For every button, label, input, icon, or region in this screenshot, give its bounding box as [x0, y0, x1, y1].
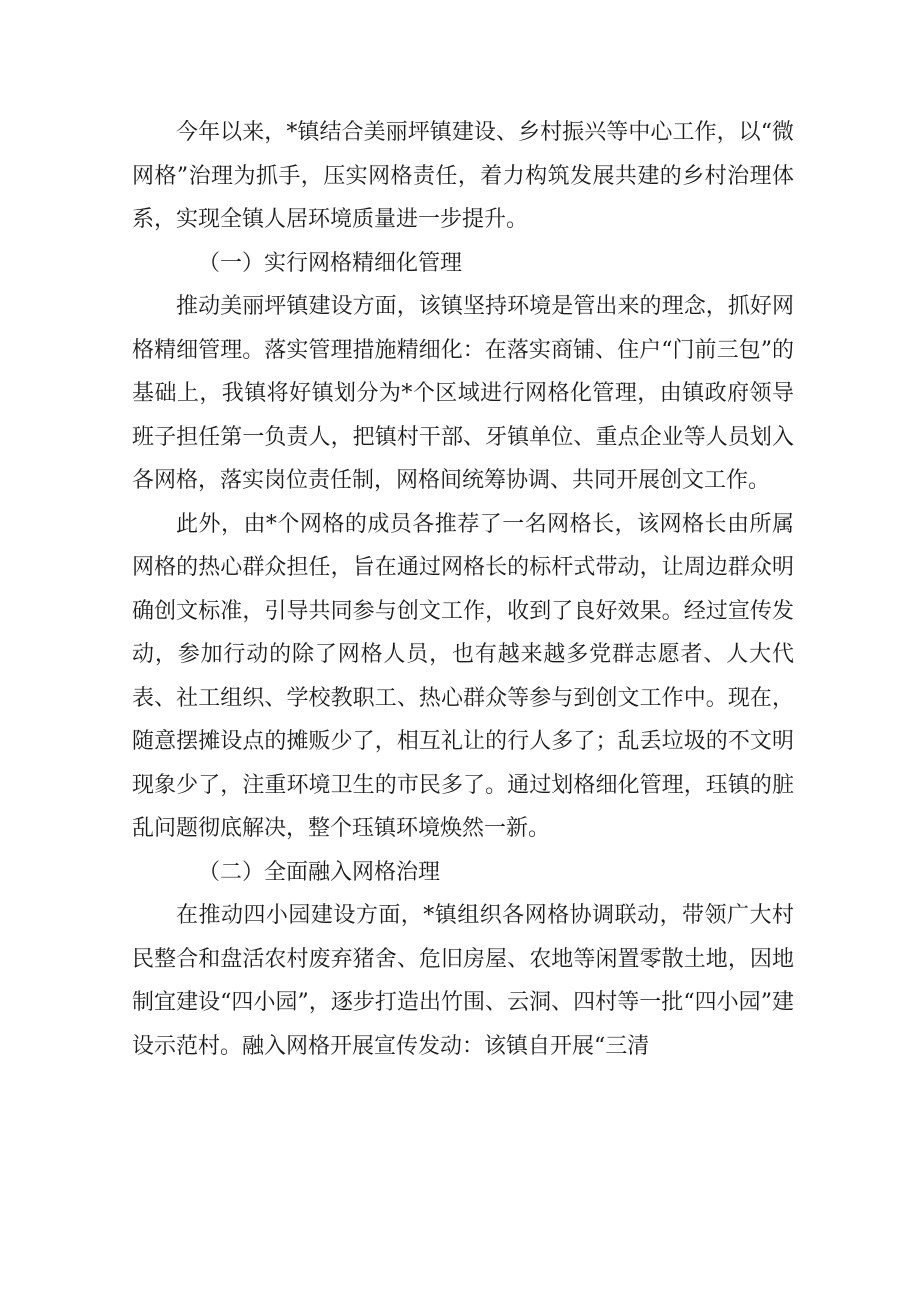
section-heading-1: （一）实行网格精细化管理 [198, 250, 463, 276]
section1-paragraph-1: 推动美丽坪镇建设方面，该镇坚持环境是管出来的理念，抓好网格精细管理。落实管理措施精细化：在落实商铺、住户“门前三包”的基础上，我镇将好镇划分为*个区域进行网格化管理，由镇政府领导班子担任第一负责人，把镇村干部、牙镇单位、重点企业等人员划入各网格，落实岗位责任制，网格间统筹协调、共同开展创文工作。 [132, 294, 794, 493]
intro-paragraph: 今年以来，*镇结合美丽坪镇建设、乡村振兴等中心工作，以“微网格”治理为抓手，压实网格责任，着力构筑发展共建的乡村治理体系，实现全镇人居环境质量进一步提升。 [132, 120, 794, 232]
document-body [132, 111, 794, 1068]
section1-paragraph-2: 此外，由*个网格的成员各推荐了一名网格长，该网格长由所属网格的热心群众担任，旨在通过网格长的标杆式带动，让周边群众明确创文标准，引导共同参与创文工作，收到了良好效果。经过宣传发动，参加行动的除了网格人员，也有越来越多党群志愿者、人大代表、社工组织、学校教职工、热心群众等参与到创文工作中。现在，随意摆摊设点的摊贩少了，相互礼让的行人多了；乱丢垃圾的不文明现象少了，注重环境卫生的市民多了。通过划格细化管理，珏镇的脏乱问题彻底解决，整个珏镇环境焕然一新。 [132, 511, 794, 841]
section2-paragraph-1: 在推动四小园建设方面，*镇组织各网格协调联动，带领广大村民整合和盘活农村废弃猪舍、危旧房屋、农地等闲置零散土地，因地制宜建设“四小园”，逐步打造出竹围、云洞、四村等一批“四小园”建设示范村。融入网格开展宣传发动：该镇自开展“三清 [132, 903, 794, 1059]
section-heading-2: （二）全面融入网格治理 [198, 859, 441, 885]
